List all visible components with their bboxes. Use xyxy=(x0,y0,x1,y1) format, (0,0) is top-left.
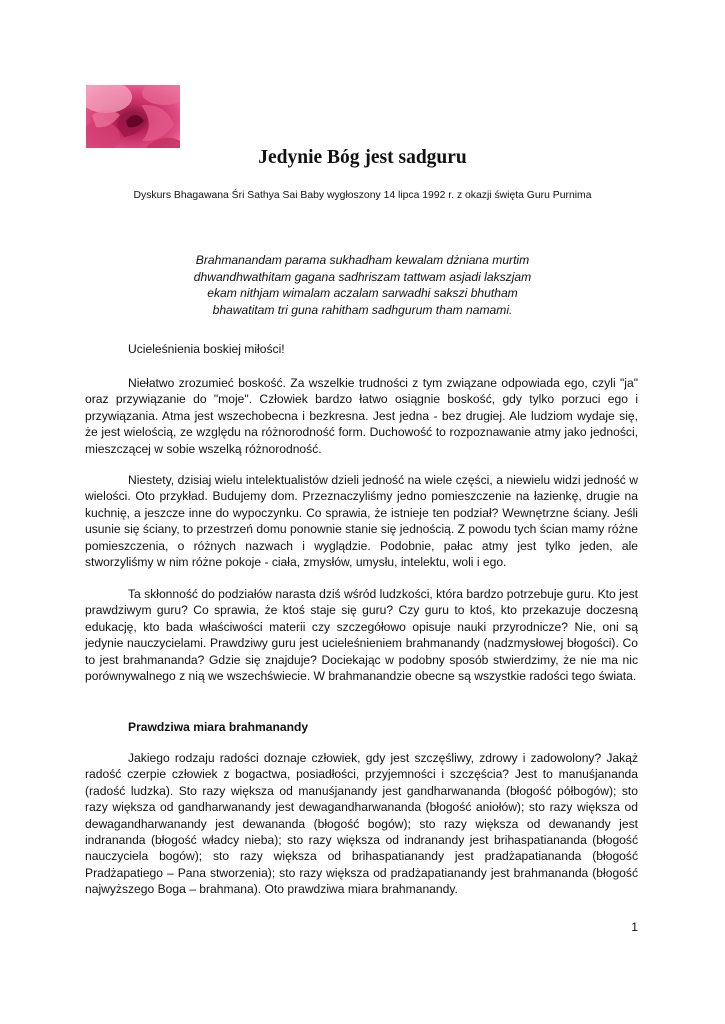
paragraph: Niestety, dzisiaj wielu intelektualistów dzieli jedność na wiele części, a niewielu widzi jedność w wielości. Oto przykład. Budujemy dom. Przeznaczyliśmy jedno pomieszczenie na łazienkę, drugie na kuchnię, a jeszcze inne do wypoczynku. Co sprawia, że istnieje ten podział? Wewnętrzne ściany. Jeśli usunie się ściany, to przestrzeń domu ponownie stanie się jednością. Z powodu tych ścian mamy różne pomieszczenia, o różnych nazwach i wyglądzie. Podobnie, pałac atmy jest tylko jeden, ale stworzyliśmy w nim różne pokoje - ciała, zmysłów, umysłu, intelektu, woli i ego. xyxy=(85,473,638,570)
mantra-line: bhawatitam tri guna rahitham sadhgurum tham namami. xyxy=(212,303,513,318)
salutation: Ucieleśnienia boskiej miłości! xyxy=(128,342,285,356)
mantra-line: ekam nithjam wimalam aczalam sarwadhi sakszi bhutham xyxy=(207,286,518,301)
paragraph: Jakiego rodzaju radości doznaje człowiek, gdy jest szczęśliwy, zdrowy i zadowolony? Jakąż radość czerpie człowiek z bogactwa, posiadłości, przyjemności i szczęścia? Jest to manuśjananda (radość ludzka). Sto razy większa od manuśjanandy jest gandharwananda (błogość półbogów); sto razy większa od gandharwanandy jest dewagandharwananda (błogość aniołów); sto razy większa od dewagandharwanandy jest dewananda (błogość bogów); sto razy większa od dewanandy jest indrananda (błogość władcy nieba); sto razy większa od indranandy jest brihaspatiananda (błogość nauczyciela bogów); sto razy większa od brihaspatianandy jest pradżapatiananda (błogość Pradżapatiego – Pana stworzenia); sto razy większa od pradżapatianandy jest brahmananda (błogość najwyższego Boga – brahmana). Oto prawdziwa miara brahmanandy. xyxy=(85,751,638,897)
mantra-line: Brahmanandam parama sukhadham kewalam dżniana murtim xyxy=(195,253,530,267)
rose-image xyxy=(86,85,180,148)
section-heading: Prawdziwa miara brahmanandy xyxy=(128,720,309,734)
mantra-verse xyxy=(150,252,575,319)
paragraph: Niełatwo zrozumieć boskość. Za wszelkie trudności z tym związane odpowiada ego, czyli "ja" oraz przywiązanie do "moje". Człowiek bardzo łatwo osiągnie boskość, gdy tylko porzuci ego i przywiązania. Atma jest wszechobecna i bezkresna. Jest jedna - bez drugiej. Ale ludziom wydaje się, że jest wielością, ze względu na różnorodność form. Duchowość to rozpoznawanie atmy jako jedności, mieszczącej w sobie wszelką różnorodność. xyxy=(85,376,638,456)
paragraph: Ta skłonność do podziałów narasta dziś wśród ludzkości, która bardzo potrzebuje guru. Kto jest prawdziwym guru? Co sprawia, że ktoś staje się guru? Czy guru to ktoś, kto przekazuje doczesną edukację, kto bada właściwości materii czy szczegółowo opisuje nauki przyrodnicze? Nie, oni są jedynie nauczycielami. Prawdziwy guru jest ucieleśnieniem brahmanandy (nadzmysłowej błogości). Co to jest brahmananda? Gdzie się znajduje? Dociekając w podobny sposób stwierdzimy, że nie ma nic porównywalnego z nią we wszechświecie. W brahmanandzie obecne są wszystkie radości tego świata. xyxy=(85,587,638,684)
document-title: Jedynie Bóg jest sadguru xyxy=(258,147,467,168)
mantra-line: dhwandhwathitam gagana sadhriszam tattwam asjadi lakszjam xyxy=(193,269,532,284)
page-number: 1 xyxy=(631,920,638,934)
document-subtitle: Dyskurs Bhagawana Śri Sathya Sai Baby wygłoszony 14 lipca 1992 r. z okazji święta Guru Purnima xyxy=(133,190,592,201)
